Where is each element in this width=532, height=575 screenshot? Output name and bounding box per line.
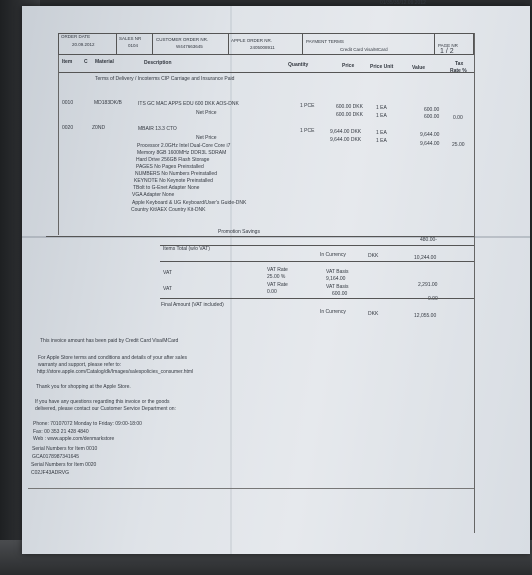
col-item: Item	[62, 59, 73, 65]
item-net-price: 9,644.00 DKK	[330, 137, 362, 143]
vat-basis: 600.00	[332, 291, 348, 297]
col-quantity: Quantity	[288, 62, 309, 68]
header-divider	[302, 33, 303, 55]
vat-rate: 0.00	[267, 289, 277, 295]
item-quantity: 1 PCE	[300, 128, 315, 134]
order-date: 20.09.2012	[72, 42, 95, 47]
item-net-value: 9,644.00	[420, 141, 440, 147]
items-total-currency-label: In Currency	[320, 252, 346, 258]
config-line: TBolt to G-Enet Adapter None	[133, 185, 200, 191]
config-line: Apple Keyboard & UG Keyboard/User's Guide-DNK	[132, 200, 247, 206]
footer-line: Fax: 00 353 21 428 4840	[33, 429, 89, 435]
vat-rate-label: VAT Rate	[267, 267, 288, 273]
item-net-value: 600.00	[424, 114, 440, 120]
config-line: KEYNOTE No Keynote Preinstalled	[134, 178, 213, 184]
item-net-price: 600.00 DKK	[336, 112, 363, 118]
config-line: PAGES No Pages Preinstalled	[136, 164, 204, 170]
payment-terms-label: PAYMENT TERMS	[306, 39, 344, 44]
payment-terms: Credit Card Visa/MCard	[340, 47, 388, 52]
page-number: 1 / 2	[440, 48, 454, 55]
footer-line: warranty and support, please refer to:	[38, 362, 122, 368]
header-divider	[434, 33, 435, 55]
footer-line: This invoice amount has been paid by Credit Card Visa/MCard	[40, 338, 179, 344]
col-tax: Tax	[455, 61, 464, 67]
final-line	[160, 298, 474, 299]
config-line: Hard Drive 256GB Flash Storage	[136, 157, 210, 163]
item-price: 600.00 DKK	[336, 104, 363, 110]
header-divider	[152, 33, 153, 55]
vat-basis: 9,164.00	[326, 276, 346, 282]
apple-order: 2405008911	[250, 45, 275, 50]
col-description: Description	[144, 60, 172, 66]
item-description: ITS GC MAC APPS EDU 600 DKK AOS-DNK	[138, 101, 239, 107]
vat-label: VAT	[163, 270, 172, 276]
footer-line: C02JF43ADRVG	[31, 470, 69, 476]
items-total-currency: DKK	[368, 253, 379, 259]
header-underline	[58, 72, 474, 73]
promotion-label: Promotion Savings	[218, 229, 260, 235]
item-number: 0020	[62, 125, 74, 131]
items-total-label: Items Total (w/o VAT)	[163, 246, 210, 252]
config-line: Memory 8GB 1600MHz DDR3L SDRAM	[137, 150, 227, 156]
item-unit: 1 EA	[376, 130, 387, 136]
sales-nr-label: SALES NR	[119, 36, 142, 41]
item-unit: 1 EA	[376, 105, 387, 111]
footer-line: Web : www.apple.com/denmarkstore	[33, 436, 115, 442]
item-material: MBAIR 13.3 CTO	[138, 126, 177, 132]
vat-amount: 0.00	[428, 296, 438, 302]
config-line: Country Kit/AEX Country Kit-DNK	[131, 207, 206, 213]
promotion-value: 480.00-	[420, 237, 437, 243]
vat-basis-label: VAT Basis	[326, 284, 349, 290]
final-currency: DKK	[368, 311, 379, 317]
config-line: NUMBERS No Numbers Preinstalled	[135, 171, 217, 177]
col-material: Material	[95, 59, 114, 65]
apple-order-label: APPLE ORDER NR.	[231, 38, 273, 43]
vat-basis-label: VAT Basis	[326, 269, 349, 275]
footer-line: http://store.apple.com/Catalog/dk/Images/salespolicies_consumer.html	[37, 369, 194, 375]
terms-of-delivery: Terms of Delivery / Incoterms CIP Carriage and Insurance Paid	[95, 76, 235, 82]
vat-rate: 25.00 %	[267, 274, 286, 280]
customer-order-label: CUSTOMER ORDER NR.	[156, 37, 209, 42]
right-border	[474, 33, 475, 533]
order-date-label: ORDER DATE	[61, 34, 91, 39]
totals-separator	[46, 236, 474, 237]
vat-amount: 2,291.00	[418, 282, 438, 288]
item-material: MD183DK/B	[94, 100, 122, 106]
footer-line: delivered, please contact our Customer Service Department on:	[35, 406, 176, 412]
item-tax: 0.00	[453, 115, 463, 121]
footer-line: Serial Numbers for Item 0020	[31, 462, 97, 468]
vat-label: VAT	[163, 286, 172, 292]
col-tax-rate: Rate %	[450, 68, 467, 74]
page-label: PAGE NR	[438, 43, 458, 48]
config-line: VGA Adapter None	[132, 192, 175, 198]
item-net-unit: 1 EA	[376, 113, 387, 119]
footer-rule	[28, 488, 474, 489]
item-price: 9,644.00 DKK	[330, 129, 362, 135]
footer-line: Phone: 70107072 Monday to Friday: 09:00-18:00	[33, 421, 142, 427]
item-c: Z0ND	[92, 125, 106, 131]
item-value: 9,644.00	[420, 132, 440, 138]
footer-line: If you have any questions regarding this invoice or the goods	[35, 399, 170, 405]
vat-line	[160, 261, 474, 262]
vat-rate-label: VAT Rate	[267, 282, 288, 288]
item-net-unit: 1 EA	[376, 138, 387, 144]
customer-order: W447663645	[176, 44, 203, 49]
col-value: Value	[412, 65, 426, 71]
footer-line: For Apple Store terms and conditions and details of your after sales	[38, 355, 187, 361]
footer-line: GCA0178987341645	[32, 454, 79, 460]
col-price: Price	[342, 63, 355, 69]
final-value: 12,055.00	[414, 313, 437, 319]
sales-nr: 0104	[128, 43, 139, 48]
item-value: 600.00	[424, 107, 440, 113]
item-tax: 25.00	[452, 142, 465, 148]
top-reference: 01/35/35/12.09.2012	[380, 0, 426, 6]
final-currency-label: In Currency	[320, 309, 346, 315]
col-c: C	[84, 59, 88, 65]
items-total-value: 10,244.00	[414, 255, 437, 261]
footer-line: Thank you for shopping at the Apple Store.	[36, 384, 131, 390]
item-net-label: Net Price	[196, 110, 217, 116]
item-net-label: Net Price	[196, 135, 217, 141]
final-label: Final Amount (VAT included)	[161, 302, 224, 308]
left-border	[58, 55, 59, 235]
footer-line: Serial Numbers for Item 0010	[32, 446, 98, 452]
config-line: Processor 2.0GHz Intel Dual-Core Core i7	[137, 143, 231, 149]
item-quantity: 1 PCE	[300, 103, 315, 109]
col-price-unit: Price Unit	[370, 64, 394, 70]
header-divider	[228, 33, 229, 55]
item-number: 0010	[62, 100, 74, 106]
header-divider	[116, 33, 117, 55]
